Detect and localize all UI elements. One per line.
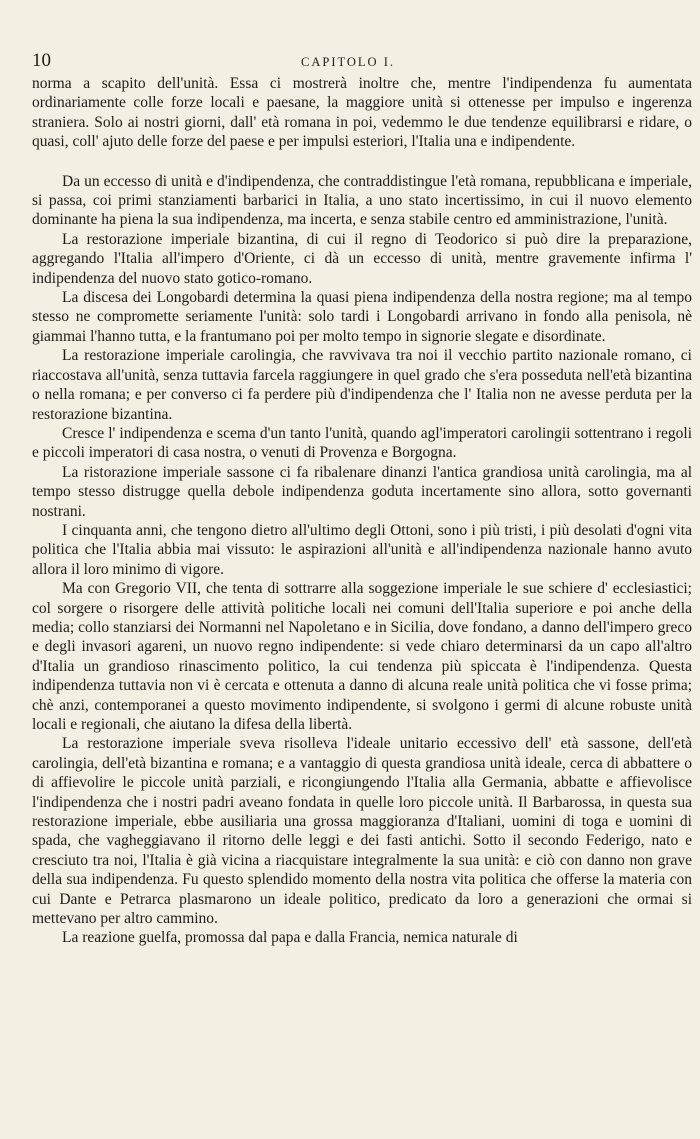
paragraph: I cinquanta anni, che tengono dietro all'ultimo degli Ottoni, sono i più tristi, i più desolati d'ogni vita politica che l'Italia abbia mai vissuto: le aspirazioni all'unità e all'indipendenza nazionale hanno avuto allora il loro minimo di vigore. — [32, 521, 692, 578]
paragraph: La restorazione imperiale sveva risolleva l'ideale unitario eccessivo dell' età sassone, dell'età carolingia, dell'età bizantina e romana; e a vantaggio di questa grandiosa unità ideale, cerca di abbattere o di affievolire le piccole unità parziali, e ricongiungendo l'Italia alla Germania, abbatte e affievolisce l'indipendenza che i nostri padri aveano fondata in quelle loro piccole unità. Il Barbarossa, in questa sua restorazione imperiale, ebbe ausiliaria una grossa maggioranza d'Italiani, uomini di toga e uomini di spada, che vagheggiavano il ritorno delle leggi e dei fasti antichi. Sotto il secondo Federigo, nato e cresciuto tra noi, l'Italia è già vicina a riacquistare integralmente la sua unità: e ciò con danno non grave della sua indipendenza. Fu questo splendido momento della nostra vita politica che offerse la materia con cui Dante e Petrarca plasmarono un ideale politico, predicato da loro a generazioni che ormai si mettevano per altro cammino. — [32, 735, 692, 928]
paragraph: Da un eccesso di unità e d'indipendenza, che contraddistingue l'età romana, repubblicana e imperiale, si passa, coi primi stanziamenti barbarici in Italia, a uno stato incertissimo, in cui il nuovo elemento dominante ha piena la sua indipendenza, ma incerta, e senza stabile centro ed amministrazione, l'unità. — [32, 172, 692, 229]
page-number: 10 — [32, 50, 51, 71]
paragraph: Cresce l' indipendenza e scema d'un tanto l'unità, quando agl'imperatori carolingii sottentrano i regoli e piccoli imperatori di casa nostra, o venuti di Provenza e Borgogna. — [32, 424, 692, 462]
paragraph: La ristorazione imperiale sassone ci fa ribalenare dinanzi l'antica grandiosa unità carolingia, ma al tempo stesso distrugge quella debole indipendenza goduta incertamente sino allora, sotto governanti nostrani. — [32, 463, 692, 520]
page-header — [32, 50, 664, 72]
body-text — [32, 74, 692, 948]
paragraph-truncated: La reazione guelfa, promossa dal papa e dalla Francia, nemica naturale di — [62, 929, 518, 947]
paragraph: La restorazione imperiale bizantina, di cui il regno di Teodorico si può dire la preparazione, aggregando l'Italia all'impero d'Oriente, ci dà un eccesso di unità, mentre gravemente infirma l' indipendenza del nuovo stato gotico-romano. — [32, 230, 692, 287]
paragraph: La restorazione imperiale carolingia, che ravvivava tra noi il vecchio partito nazionale romano, ci riaccostava all'unità, senza tuttavia farcela raggiungere in quel grado che s'era posseduta nell'età bizantina o nella romana; e per converso ci fa perdere più d'indipendenza che l' Italia non ne avesse perduta per la restorazione bizantina. — [32, 347, 692, 423]
paragraph: Ma con Gregorio VII, che tenta di sottrarre alla soggezione imperiale le sue schiere d' ecclesiastici; col sorgere o risorgere delle attività politiche locali nei comuni dell'Italia superiore e poi anche della media; collo stanziarsi dei Normanni nel Napoletano e in Sicilia, dove fondano, a danno dell'impero greco e degli invasori agareni, un nuovo regno indipendente: si vede chiaro determinarsi da un capo all'altro d'Italia un grandioso rinascimento politico, la cui tendenza più spiccata è l'indipendenza. Questa indipendenza tuttavia non vi è cercata e ottenuta a danno di alcuna reale unità politica che vi fosse prima; chè anzi, contemporanei a questo movimento indipendente, si svolgono i germi di alcune robuste unità locali e regionali, che aiutano la difesa della libertà. — [32, 580, 692, 733]
paragraph-continued: norma a scapito dell'unità. Essa ci mostrerà inoltre che, mentre l'indipendenza fu aumentata ordinariamente colle forze locali e paesane, la maggiore unità si ottenesse per impulso e ingerenza straniera. Solo ai nostri giorni, dall' età romana in poi, vedemmo le due tendenze equilibrarsi e ridare, o quasi, coll' ajuto delle forze del paese e per impulsi esteriori, l'Italia una e indipendente. — [32, 75, 692, 151]
paragraph: La discesa dei Longobardi determina la quasi piena indipendenza della nostra regione; ma al tempo stesso ne compromette seriamente l'unità: solo tardi i Longobardi arrivano in fondo alla penisola, nè giammai l'hanno tutta, e la frantumano poi per molto tempo in signorie slegate e disordinate. — [32, 289, 692, 345]
running-head: CAPITOLO I. — [301, 55, 395, 69]
